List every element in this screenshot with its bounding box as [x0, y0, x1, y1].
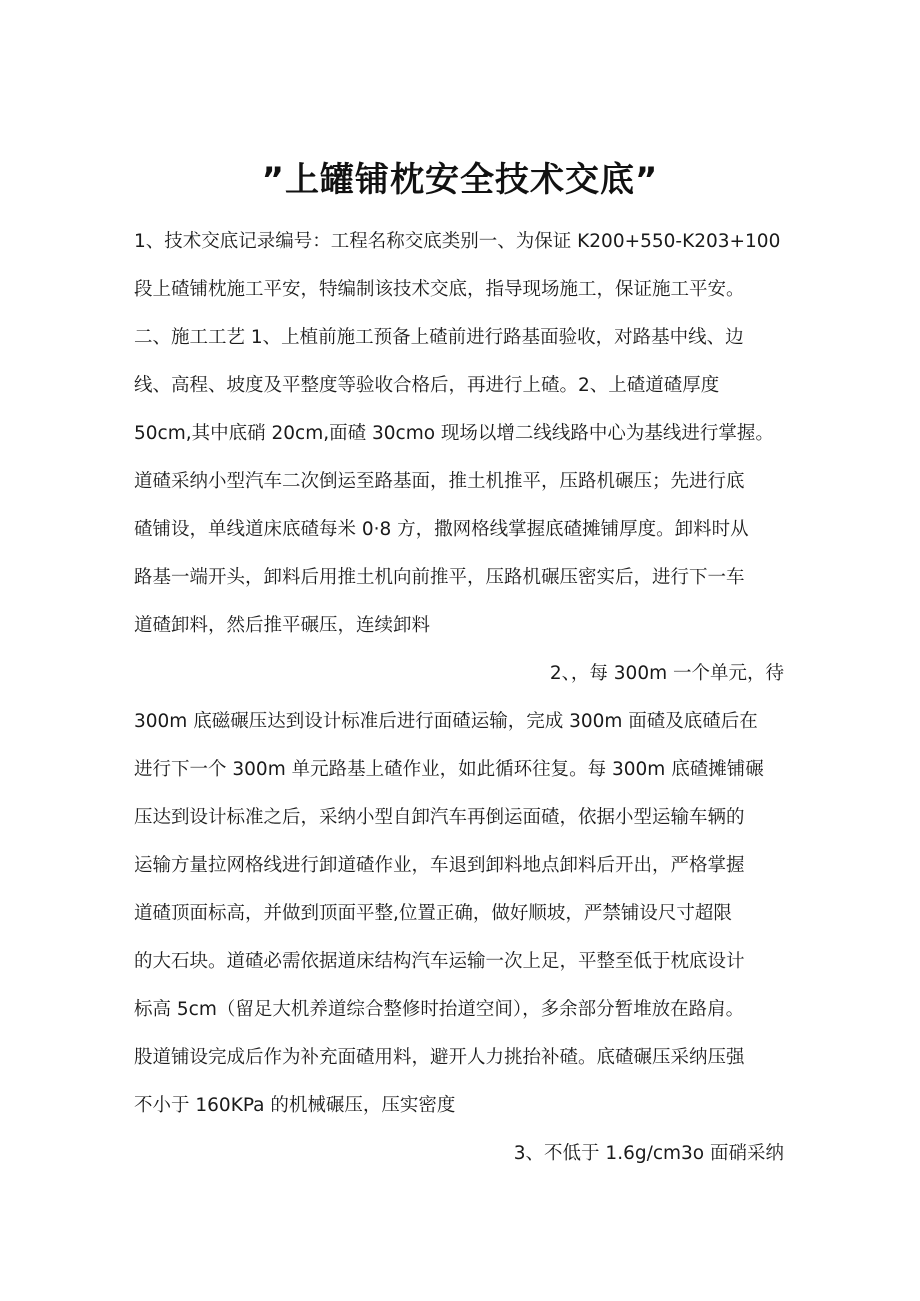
paragraph-line: 道碴顶面标高，并做到顶面平整,位置正确，做好顺坡，严禁铺设尺寸超限: [134, 903, 732, 924]
paragraph-line: 的大石块。道碴必需依据道床结构汽车运输一次上足，平整至低于枕底设计: [134, 951, 745, 972]
paragraph-line: 不小于 160KPa 的机械碾压，压实密度: [134, 1095, 456, 1116]
paragraph-line: 道碴采纳小型汽车二次倒运至路基面，推土机推平，压路机碾压；先进行底: [134, 471, 745, 492]
paragraph-line: 50cm,其中底硝 20cm,面碴 30cmo 现场以增二线线路中心为基线进行掌握。: [134, 423, 774, 444]
paragraph-2: [134, 650, 790, 1130]
paragraph-line: 线、高程、坡度及平整度等验收合格后，再进行上碴。2、上碴道碴厚度: [134, 375, 720, 396]
paragraph-line: 标高 5cm（留足大机养道综合整修时抬道空间），多余部分暂堆放在路肩。: [134, 999, 745, 1020]
paragraph-line: 压达到设计标准之后，采纳小型自卸汽车再倒运面碴，依据小型运输车辆的: [134, 807, 745, 828]
document-title: ”上罐铺枕安全技术交底”: [261, 159, 659, 200]
paragraph-3: [134, 1130, 790, 1178]
paragraph-1: [134, 218, 790, 650]
paragraph-line: 进行下一个 300m 单元路基上碴作业，如此循环往复。每 300m 底碴摊铺碾: [134, 759, 764, 780]
paragraph-line: 股道铺设完成后作为补充面碴用料，避开人力挑抬补碴。底碴碾压采纳压强: [134, 1047, 745, 1068]
paragraph-heading-line: 2、，每 300m 一个单元，待: [549, 663, 784, 684]
paragraph-line: 二、施工工艺 1、上植前施工预备上碴前进行路基面验收，对路基中线、边: [134, 327, 744, 348]
paragraph-line: 段上碴铺枕施工平安，特编制该技术交底，指导现场施工，保证施工平安。: [134, 279, 745, 300]
paragraph-line: 300m 底磁碾压达到设计标准后进行面碴运输，完成 300m 面碴及底碴后在: [134, 711, 758, 732]
paragraph-heading-line: 3、不低于 1.6g/cm3o 面硝采纳: [513, 1143, 784, 1164]
paragraph-line: 碴铺设，单线道床底碴每米 0·8 方，撒网格线掌握底碴摊铺厚度。卸料时从: [134, 519, 749, 540]
paragraph-line: 路基一端开头，卸料后用推土机向前推平，压路机碾压密实后，进行下一车: [134, 567, 745, 588]
paragraph-line: 道碴卸料，然后推平碾压，连续卸料: [134, 615, 431, 636]
paragraph-line: 运输方量拉网格线进行卸道碴作业，车退到卸料地点卸料后开出，严格掌握: [134, 855, 745, 876]
paragraph-line: 1、技术交底记录编号：工程名称交底类别一、为保证 K200+550-K203+100: [134, 231, 781, 252]
